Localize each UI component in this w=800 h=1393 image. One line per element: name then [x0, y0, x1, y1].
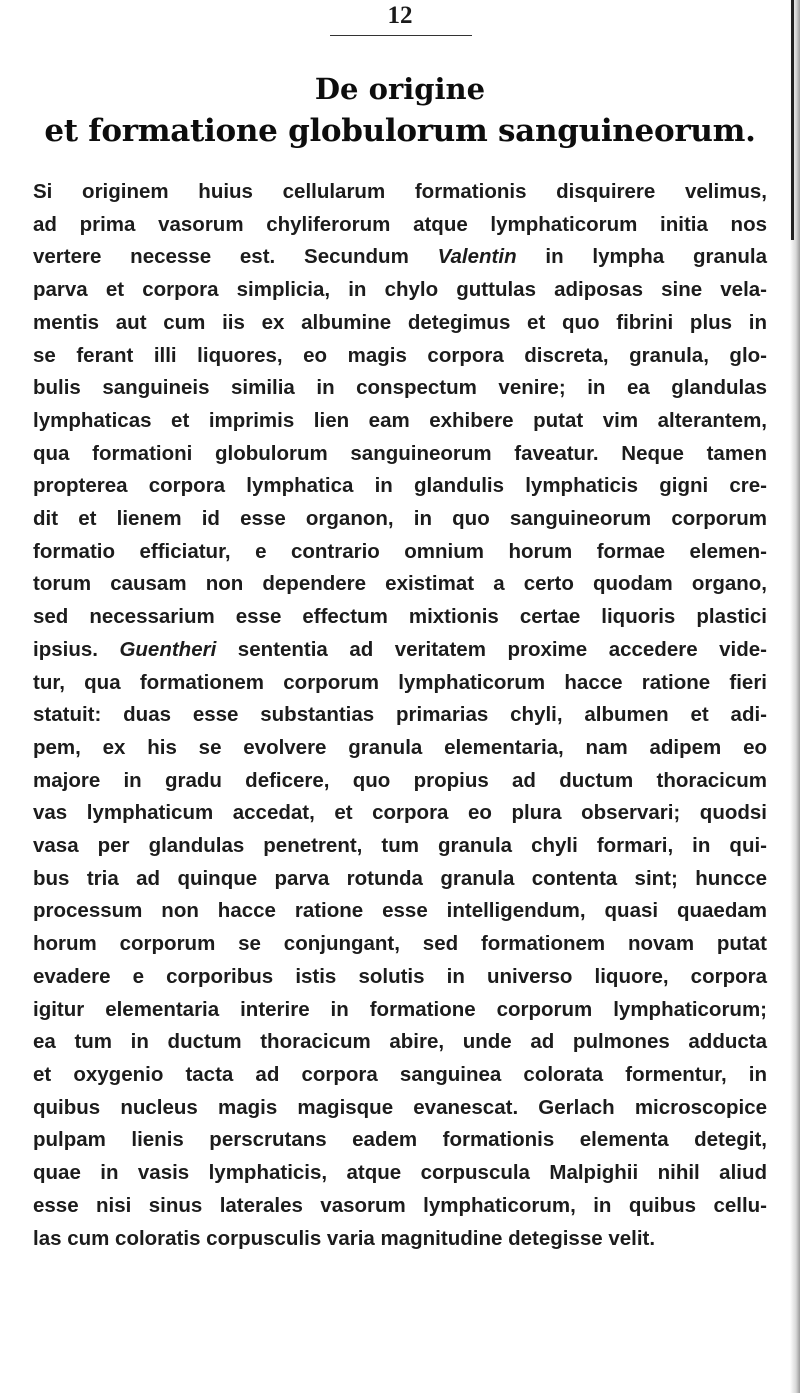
header-rule — [330, 35, 472, 36]
text-line: torum causam non dependere existimat a certo quodam organo, — [33, 572, 767, 596]
text-line: evadere e corporibus istis solutis in universo liquore, corpora — [33, 964, 767, 988]
text-line: ea tum in ductum thoracicum abire, unde ad pulmones adducta — [33, 1030, 767, 1054]
text-segment: in lympha granula — [516, 245, 767, 269]
text-line: lymphaticas et imprimis lien eam exhibere putat vim alterantem, — [33, 408, 767, 432]
text-line: pem, ex his se evolvere granula elementaria, nam adipem eo — [33, 735, 767, 759]
text-line: horum corporum se conjungant, sed formationem novam putat — [33, 932, 767, 956]
text-line: mentis aut cum iis ex albumine detegimus et quo fibrini plus in — [33, 310, 767, 334]
text-line: vas lymphaticum accedat, et corpora eo plura observari; quodsi — [33, 801, 767, 825]
page-number: 12 — [387, 2, 413, 29]
text-line: se ferant illi liquores, eo magis corpora discreta, granula, glo- — [33, 343, 767, 367]
text-segment: ipsius. — [33, 637, 120, 661]
text-line — [33, 241, 767, 274]
text-line: processum non hacce ratione esse intelligendum, quasi quaedam — [33, 899, 767, 923]
text-line: qua formationi globulorum sanguineorum faveatur. Neque tamen — [33, 441, 767, 465]
text-line: pulpam lienis perscrutans eadem formationis elementa detegit, — [33, 1128, 767, 1152]
text-line: Si originem huius cellularum formationis disquirere velimus, — [33, 180, 767, 203]
text-line — [33, 634, 767, 667]
text-line: esse nisi sinus laterales vasorum lymphaticorum, in quibus cellu- — [33, 1193, 767, 1217]
text-line: quibus nucleus magis magisque evanescat. Gerlach microscopice — [33, 1095, 767, 1119]
text-line: vasa per glandulas penetrent, tum granula chyli formari, in qui- — [33, 834, 767, 858]
text-segment: vertere necesse est. Secundum — [33, 245, 438, 269]
author-name-guentheri: Guentheri — [119, 637, 217, 661]
text-line: formatio efficiatur, e contrario omnium horum formae elemen- — [33, 539, 767, 563]
text-line: las cum coloratis corpusculis varia magnitudine detegisse velit. — [33, 1226, 656, 1250]
text-line: bulis sanguineis similia in conspectum venire; in ea glandulas — [33, 376, 767, 400]
chapter-title-line-2: et formatione globulorum sanguineorum. — [44, 113, 756, 149]
text-line: quae in vasis lymphaticis, atque corpuscula Malpighii nihil aliud — [33, 1161, 767, 1185]
text-line: tur, qua formationem corporum lymphaticorum hacce ratione fieri — [33, 670, 767, 694]
text-line: et oxygenio tacta ad corpora sanguinea colorata formentur, in — [33, 1062, 767, 1086]
chapter-title-line-1: De origine — [314, 72, 486, 106]
text-line: igitur elementaria interire in formatione corporum lymphaticorum; — [33, 997, 767, 1021]
text-line: propterea corpora lymphatica in glandulis lymphaticis gigni cre- — [33, 474, 767, 498]
body-paragraph — [33, 176, 767, 1255]
text-line: parva et corpora simplicia, in chylo guttulas adiposas sine vela- — [33, 278, 767, 302]
text-line: statuit: duas esse substantias primarias chyli, albumen et adi- — [33, 703, 767, 727]
text-line: majore in gradu deficere, quo propius ad ductum thoracicum — [33, 768, 767, 792]
text-line: sed necessarium esse effectum mixtionis certae liquoris plastici — [33, 605, 767, 629]
text-line: bus tria ad quinque parva rotunda granula contenta sint; huncce — [33, 866, 767, 890]
text-line: ad prima vasorum chyliferorum atque lymphaticorum initia nos — [33, 212, 767, 236]
author-name-valentin: Valentin — [437, 245, 517, 269]
text-segment: sententia ad veritatem proxime accedere vide- — [216, 637, 767, 661]
text-line: dit et lienem id esse organon, in quo sanguineorum corporum — [33, 507, 767, 531]
